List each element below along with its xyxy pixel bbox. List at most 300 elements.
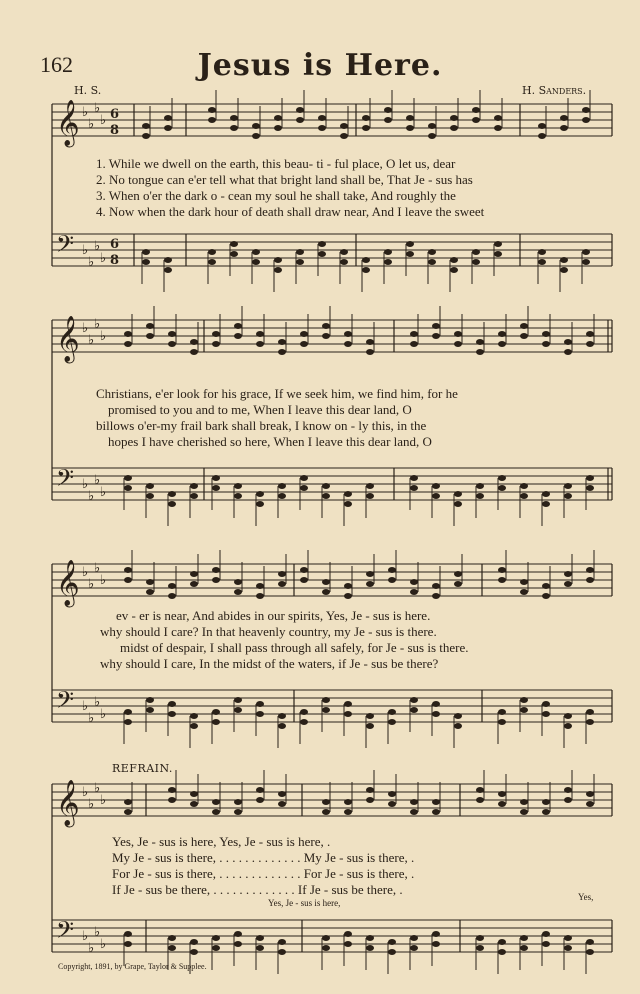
notehead: [432, 483, 440, 489]
notehead: [256, 593, 264, 599]
notehead: [124, 485, 132, 491]
notehead: [432, 323, 440, 329]
notehead: [164, 115, 172, 121]
notehead: [234, 941, 242, 947]
notehead: [520, 697, 528, 703]
notehead: [366, 713, 374, 719]
notehead: [344, 341, 352, 347]
notehead: [564, 723, 572, 729]
notehead: [322, 799, 330, 805]
notehead: [230, 125, 238, 131]
notehead: [296, 117, 304, 123]
notehead: [410, 707, 418, 713]
notehead: [366, 723, 374, 729]
notehead: [318, 241, 326, 247]
notehead: [498, 485, 506, 491]
notehead: [498, 709, 506, 715]
notehead: [278, 949, 286, 955]
bass-clef-icon: 𝄢: [56, 464, 75, 497]
notehead: [252, 259, 260, 265]
notehead: [410, 935, 418, 941]
notehead: [164, 267, 172, 273]
notehead: [168, 491, 176, 497]
notehead: [190, 493, 198, 499]
flat-icon: ♭: [88, 333, 95, 348]
notehead: [296, 107, 304, 113]
notehead: [278, 483, 286, 489]
notehead: [300, 577, 308, 583]
notehead: [256, 331, 264, 337]
notehead: [212, 719, 220, 725]
notehead: [278, 571, 286, 577]
flat-icon: ♭: [100, 937, 107, 952]
flat-icon: ♭: [94, 925, 101, 940]
notehead: [146, 579, 154, 585]
notehead: [564, 945, 572, 951]
flat-icon: ♭: [88, 711, 95, 726]
notehead: [520, 579, 528, 585]
notehead: [230, 115, 238, 121]
notehead: [586, 331, 594, 337]
notehead: [142, 259, 150, 265]
notehead: [256, 945, 264, 951]
notehead: [476, 339, 484, 345]
notehead: [124, 719, 132, 725]
lyric-s4-verse4: If Je - sus be there, . . . . . . . . . . . . . If Je - sus be there, .: [112, 882, 403, 897]
notehead: [560, 125, 568, 131]
lyric-s2-verse3: billows o'er-my frail bark shall break, I know on - ly this, in the: [96, 418, 427, 433]
notehead: [384, 107, 392, 113]
notehead: [410, 697, 418, 703]
notehead: [476, 945, 484, 951]
lyric-s1-verse1: 1. While we dwell on the earth, this beau- ti - ful place, O let us, dear: [96, 156, 456, 171]
treble-clef-icon: 𝄞: [56, 100, 80, 146]
notehead: [384, 249, 392, 255]
notehead: [388, 577, 396, 583]
notehead: [450, 115, 458, 121]
notehead: [234, 323, 242, 329]
notehead: [124, 577, 132, 583]
notehead: [410, 589, 418, 595]
notehead: [520, 483, 528, 489]
notehead: [190, 713, 198, 719]
flat-icon: ♭: [94, 561, 101, 576]
notehead: [256, 787, 264, 793]
notehead: [520, 935, 528, 941]
notehead: [322, 945, 330, 951]
notehead: [582, 259, 590, 265]
notehead: [212, 945, 220, 951]
flat-icon: ♭: [94, 781, 101, 796]
notehead: [274, 115, 282, 121]
notehead: [256, 935, 264, 941]
notehead: [520, 493, 528, 499]
notehead: [340, 133, 348, 139]
song-title: Jesus is Here.: [197, 48, 443, 83]
notehead: [278, 723, 286, 729]
notehead: [564, 581, 572, 587]
notehead: [322, 809, 330, 815]
notehead: [454, 331, 462, 337]
notehead: [362, 267, 370, 273]
notehead: [366, 581, 374, 587]
notehead: [388, 567, 396, 573]
notehead: [278, 493, 286, 499]
notehead: [564, 935, 572, 941]
notehead: [406, 241, 414, 247]
notehead: [494, 115, 502, 121]
notehead: [322, 935, 330, 941]
lyric-s3-verse2: why should I care? In that heavenly country, my Je - sus is there.: [100, 624, 437, 639]
time-signature-bottom: 8: [110, 123, 120, 138]
flat-icon: ♭: [82, 785, 89, 800]
notehead: [498, 341, 506, 347]
notehead: [406, 125, 414, 131]
notehead: [256, 711, 264, 717]
notehead: [542, 711, 550, 717]
notehead: [344, 941, 352, 947]
notehead: [168, 711, 176, 717]
notehead: [454, 501, 462, 507]
notehead: [252, 123, 260, 129]
notehead: [208, 107, 216, 113]
notehead: [586, 577, 594, 583]
notehead: [168, 701, 176, 707]
flat-icon: ♭: [88, 941, 95, 956]
notehead: [168, 593, 176, 599]
treble-clef-icon: 𝄞: [56, 316, 80, 362]
notehead: [494, 241, 502, 247]
notehead: [564, 349, 572, 355]
notehead: [322, 697, 330, 703]
notehead: [344, 809, 352, 815]
notehead: [542, 593, 550, 599]
notehead: [388, 949, 396, 955]
notehead: [366, 493, 374, 499]
notehead: [498, 719, 506, 725]
notehead: [234, 333, 242, 339]
flat-icon: ♭: [100, 329, 107, 344]
notehead: [582, 249, 590, 255]
notehead: [208, 259, 216, 265]
notehead: [124, 941, 132, 947]
notehead: [256, 701, 264, 707]
notehead: [190, 723, 198, 729]
lyric-s4-verse1: Yes, Je - sus is here, Yes, Je - sus is here, .: [112, 834, 331, 849]
notehead: [322, 707, 330, 713]
notehead: [142, 133, 150, 139]
notehead: [234, 483, 242, 489]
notehead: [432, 583, 440, 589]
notehead: [410, 799, 418, 805]
flat-icon: ♭: [82, 243, 89, 258]
notehead: [410, 579, 418, 585]
notehead: [450, 257, 458, 263]
notehead: [322, 323, 330, 329]
notehead: [388, 719, 396, 725]
notehead: [190, 581, 198, 587]
notehead: [212, 799, 220, 805]
notehead: [234, 579, 242, 585]
notehead: [344, 501, 352, 507]
time-signature-bottom: 8: [110, 253, 120, 268]
notehead: [388, 939, 396, 945]
notehead: [168, 787, 176, 793]
notehead: [146, 333, 154, 339]
lyric-s3-verse1: ev - er is near, And abides in our spirits, Yes, Je - sus is here.: [116, 608, 431, 623]
notehead: [542, 341, 550, 347]
notehead: [168, 501, 176, 507]
notehead: [300, 567, 308, 573]
flat-icon: ♭: [88, 117, 95, 132]
notehead: [234, 589, 242, 595]
lyricist-credit: H. S.: [74, 84, 102, 97]
notehead: [366, 945, 374, 951]
treble-clef-icon: 𝄞: [56, 780, 80, 826]
notehead: [432, 593, 440, 599]
notehead: [498, 949, 506, 955]
flat-icon: ♭: [100, 707, 107, 722]
notehead: [564, 571, 572, 577]
flat-icon: ♭: [82, 565, 89, 580]
notehead: [190, 483, 198, 489]
notehead: [278, 581, 286, 587]
notehead: [278, 713, 286, 719]
notehead: [366, 935, 374, 941]
notehead: [344, 583, 352, 589]
notehead: [164, 257, 172, 263]
bass-clef-icon: 𝄢: [56, 686, 75, 719]
notehead: [318, 125, 326, 131]
notehead: [366, 483, 374, 489]
notehead: [542, 491, 550, 497]
notehead: [586, 475, 594, 481]
notehead: [318, 251, 326, 257]
notehead: [586, 939, 594, 945]
lyric-s4-verse2: My Je - sus is there, . . . . . . . . . . . . . My Je - sus is there, .: [112, 850, 415, 865]
notehead: [432, 799, 440, 805]
notehead: [406, 251, 414, 257]
notehead: [146, 323, 154, 329]
flat-icon: ♭: [88, 577, 95, 592]
notehead: [366, 797, 374, 803]
notehead: [586, 791, 594, 797]
notehead: [190, 571, 198, 577]
lyric-s1-verse4: 4. Now when the dark hour of death shall draw near, And I leave the sweet: [96, 204, 485, 219]
lyric-s1-verse3: 3. When o'er the dark o - cean my soul he shall take, And roughly the: [96, 188, 456, 203]
notehead: [146, 707, 154, 713]
notehead: [124, 341, 132, 347]
notehead: [454, 713, 462, 719]
notehead: [432, 493, 440, 499]
lyric-s3-verse4: why should I care, In the midst of the waters, if Je - sus be there?: [100, 656, 439, 671]
notehead: [476, 483, 484, 489]
notehead: [256, 797, 264, 803]
notehead: [322, 333, 330, 339]
notehead: [322, 493, 330, 499]
notehead: [366, 787, 374, 793]
notehead: [432, 941, 440, 947]
notehead: [300, 475, 308, 481]
notehead: [344, 593, 352, 599]
notehead: [212, 809, 220, 815]
notehead: [498, 939, 506, 945]
treble-clef-icon: 𝄞: [56, 560, 80, 606]
notehead: [190, 801, 198, 807]
notehead: [142, 123, 150, 129]
notehead: [582, 117, 590, 123]
flat-icon: ♭: [88, 797, 95, 812]
notehead: [428, 123, 436, 129]
notehead: [498, 801, 506, 807]
notehead: [208, 117, 216, 123]
notehead: [432, 931, 440, 937]
notehead: [542, 331, 550, 337]
composer-credit: H. Sanders.: [522, 84, 587, 97]
notehead: [190, 349, 198, 355]
notehead: [428, 133, 436, 139]
notehead: [278, 339, 286, 345]
notehead: [538, 259, 546, 265]
notehead: [362, 257, 370, 263]
notehead: [212, 709, 220, 715]
notehead: [476, 493, 484, 499]
notehead: [278, 791, 286, 797]
flat-icon: ♭: [88, 255, 95, 270]
notehead: [520, 323, 528, 329]
notehead: [410, 485, 418, 491]
flat-icon: ♭: [82, 105, 89, 120]
notehead: [538, 249, 546, 255]
notehead: [520, 333, 528, 339]
notehead: [142, 249, 150, 255]
lyric-s1-verse2: 2. No tongue can e'er tell what that bright land shall be, That Je - sus has: [96, 172, 473, 187]
notehead: [560, 257, 568, 263]
flat-icon: ♭: [100, 113, 107, 128]
notehead: [212, 935, 220, 941]
notehead: [124, 709, 132, 715]
notehead: [520, 707, 528, 713]
notehead: [384, 259, 392, 265]
notehead: [168, 797, 176, 803]
notehead: [322, 483, 330, 489]
notehead: [344, 931, 352, 937]
flat-icon: ♭: [94, 695, 101, 710]
notehead: [256, 341, 264, 347]
time-signature-top: 6: [110, 237, 120, 252]
notehead: [410, 809, 418, 815]
notehead: [388, 709, 396, 715]
notehead: [212, 485, 220, 491]
notehead: [278, 801, 286, 807]
notehead: [542, 799, 550, 805]
flat-icon: ♭: [82, 477, 89, 492]
notehead: [586, 801, 594, 807]
notehead: [472, 107, 480, 113]
flat-icon: ♭: [88, 489, 95, 504]
notehead: [344, 331, 352, 337]
notehead: [472, 117, 480, 123]
notehead: [146, 697, 154, 703]
notehead: [542, 931, 550, 937]
notehead: [234, 493, 242, 499]
notehead: [498, 475, 506, 481]
notehead: [300, 341, 308, 347]
notehead: [208, 249, 216, 255]
notehead: [318, 115, 326, 121]
notehead: [472, 249, 480, 255]
bass-clef-icon: 𝄢: [56, 916, 75, 949]
time-signature-top: 6: [110, 107, 120, 122]
notehead: [564, 787, 572, 793]
notehead: [300, 719, 308, 725]
notehead: [340, 259, 348, 265]
flat-icon: ♭: [94, 101, 101, 116]
notehead: [212, 567, 220, 573]
notehead: [520, 945, 528, 951]
flat-icon: ♭: [82, 929, 89, 944]
notehead: [164, 125, 172, 131]
flat-icon: ♭: [82, 699, 89, 714]
notehead: [322, 589, 330, 595]
notehead: [410, 341, 418, 347]
flat-icon: ♭: [94, 317, 101, 332]
copyright-notice: Copyright, 1891, by Grape, Taylor & Supplee.: [58, 962, 207, 971]
notehead: [564, 493, 572, 499]
notehead: [410, 945, 418, 951]
notehead: [274, 125, 282, 131]
notehead: [476, 797, 484, 803]
notehead: [168, 341, 176, 347]
bass-cue-lyric: Yes, Je - sus is here,: [268, 898, 341, 908]
notehead: [432, 333, 440, 339]
notehead: [428, 249, 436, 255]
notehead: [560, 115, 568, 121]
notehead: [190, 339, 198, 345]
notehead: [230, 251, 238, 257]
page-number: 162: [40, 52, 73, 77]
notehead: [212, 341, 220, 347]
notehead: [410, 331, 418, 337]
lyric-s4-verse3: For Je - sus is there, . . . . . . . . . . . . . For Je - sus is there, .: [112, 866, 415, 881]
notehead: [450, 267, 458, 273]
lyric-s2-verse1: Christians, e'er look for his grace, If we seek him, we find him, for he: [96, 386, 458, 401]
notehead: [432, 701, 440, 707]
notehead: [362, 125, 370, 131]
notehead: [344, 799, 352, 805]
notehead: [146, 493, 154, 499]
notehead: [450, 125, 458, 131]
notehead: [344, 491, 352, 497]
notehead: [234, 809, 242, 815]
notehead: [564, 713, 572, 719]
notehead: [542, 701, 550, 707]
notehead: [340, 249, 348, 255]
notehead: [212, 475, 220, 481]
notehead: [564, 483, 572, 489]
flat-icon: ♭: [100, 793, 107, 808]
notehead: [234, 931, 242, 937]
notehead: [300, 485, 308, 491]
notehead: [454, 491, 462, 497]
notehead: [362, 115, 370, 121]
notehead: [322, 579, 330, 585]
notehead: [406, 115, 414, 121]
notehead: [168, 331, 176, 337]
notehead: [494, 251, 502, 257]
flat-icon: ♭: [100, 573, 107, 588]
notehead: [344, 711, 352, 717]
